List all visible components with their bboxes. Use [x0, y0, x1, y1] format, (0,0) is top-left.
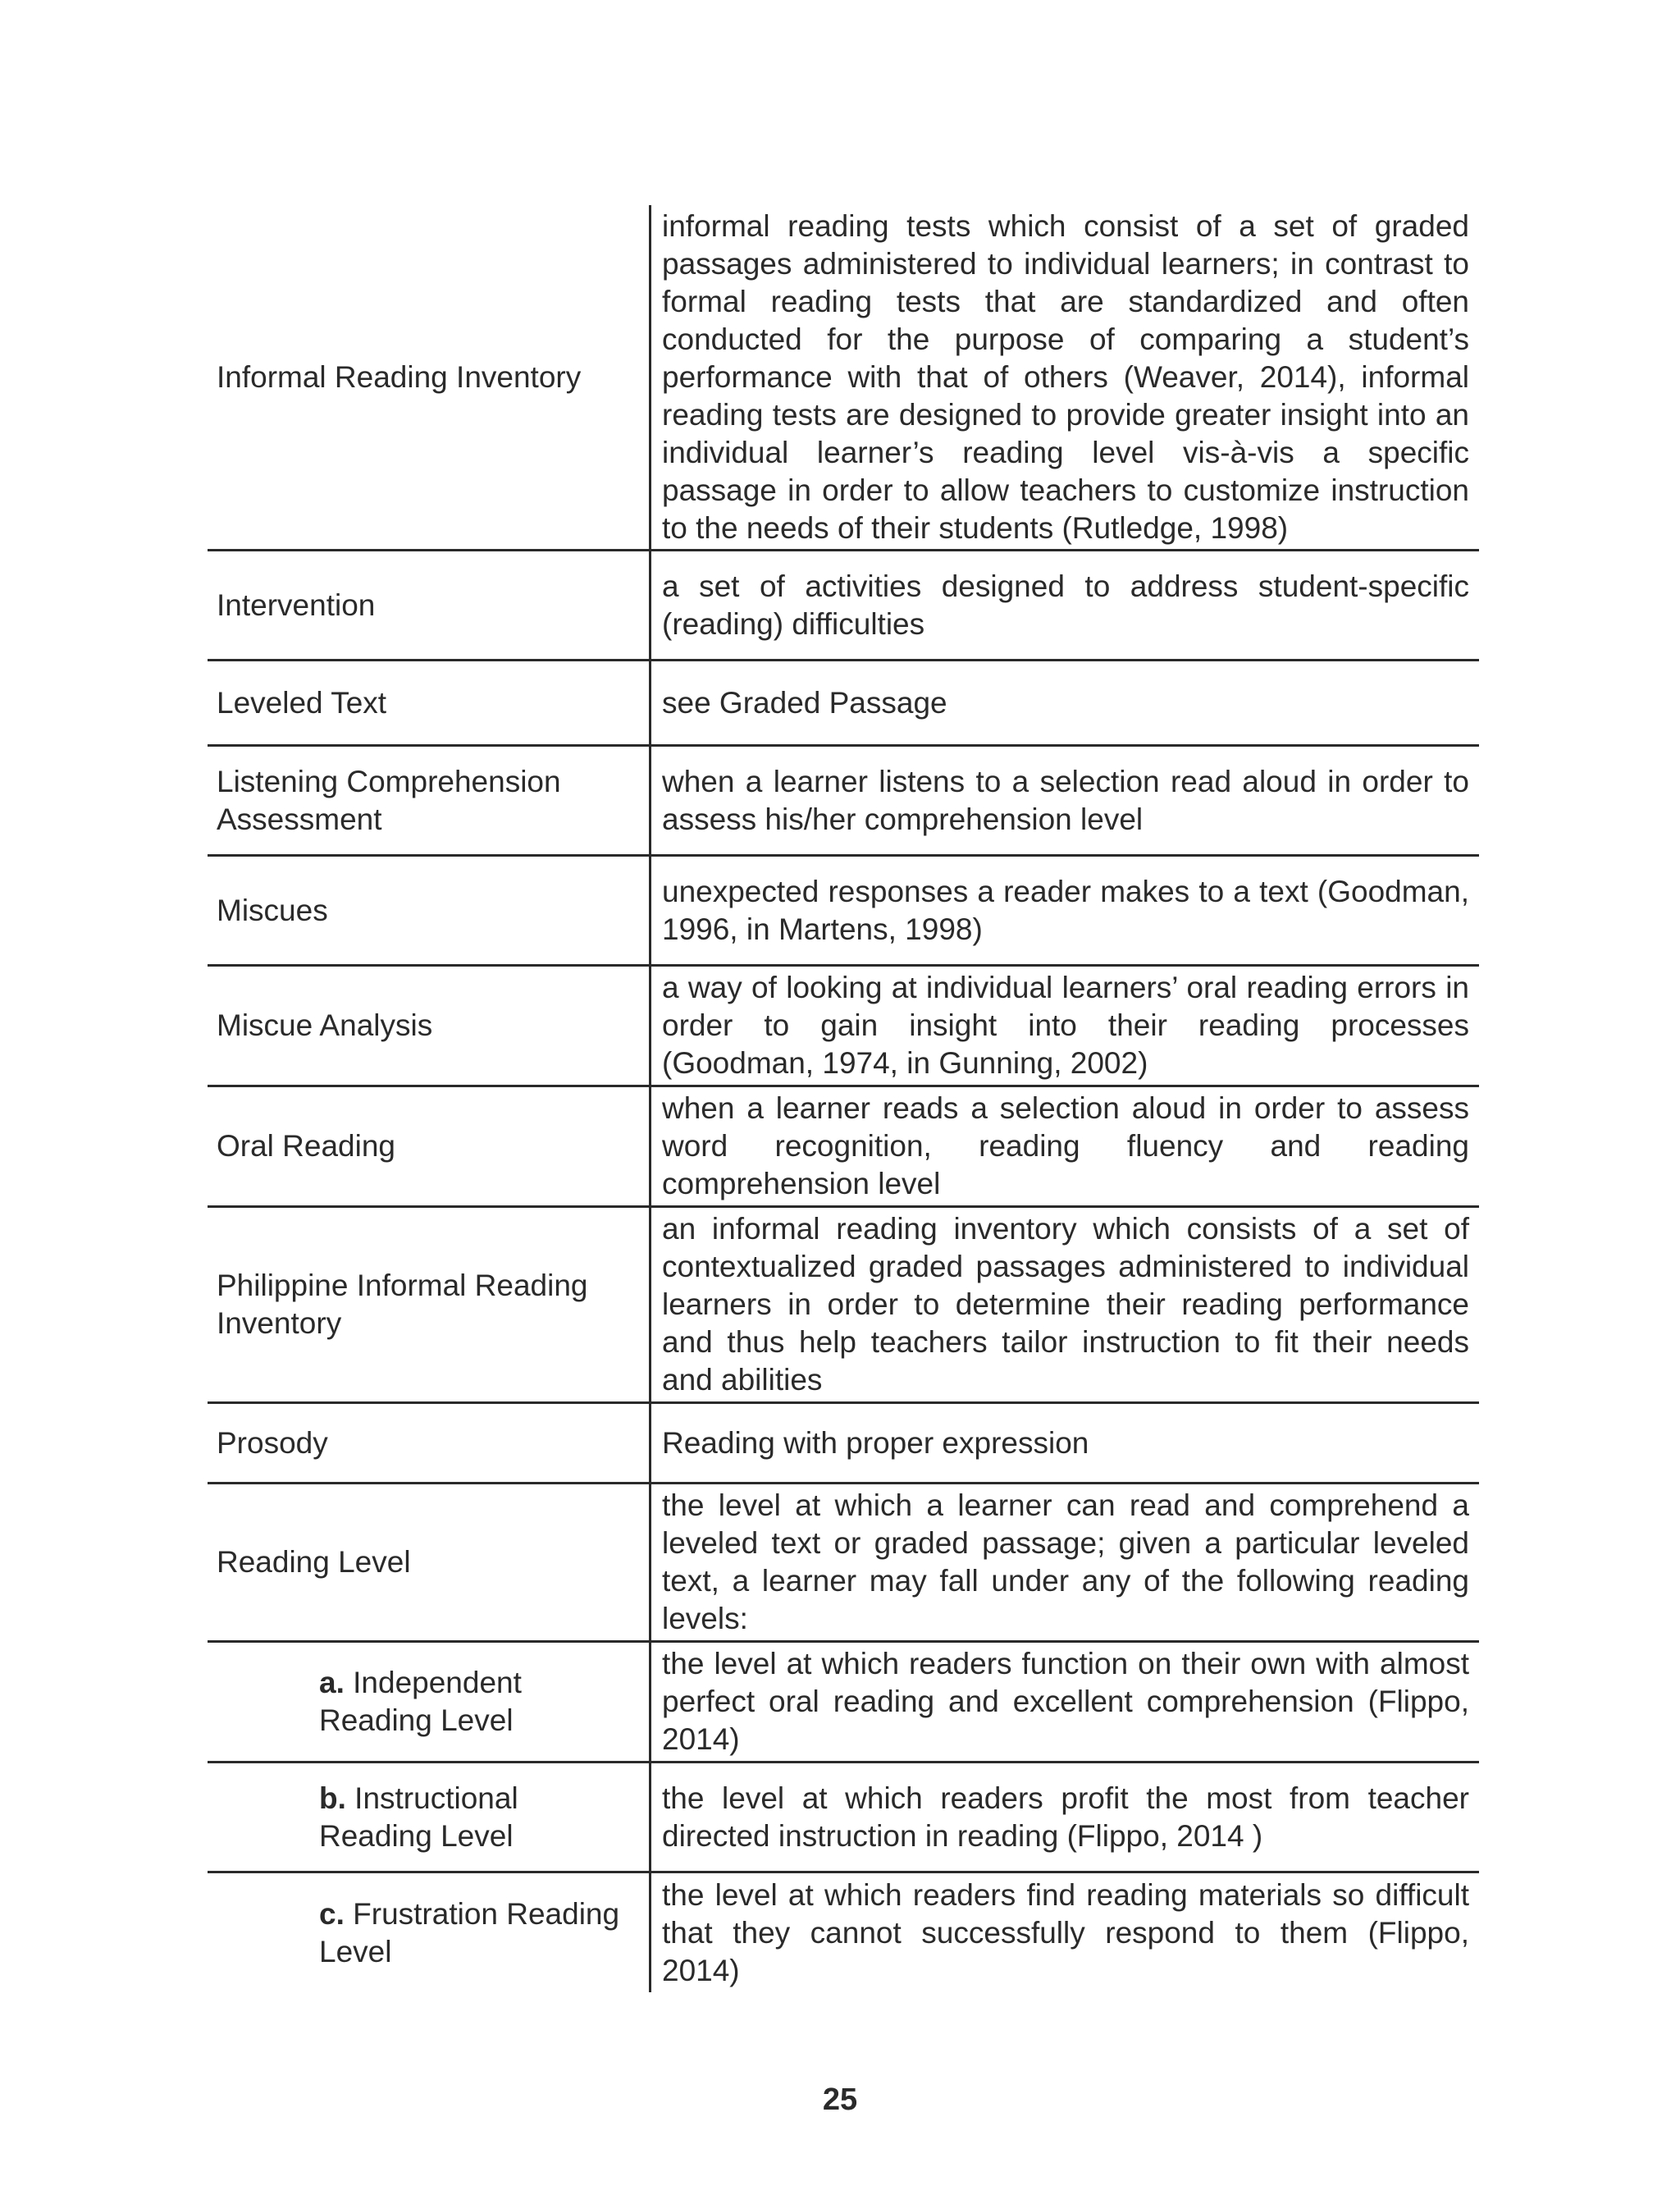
glossary-row-prosody — [208, 1404, 1479, 1484]
definition-intervention: a set of activities designed to address student-specific (reading) difficulties — [649, 551, 1479, 659]
definition-oral-reading: when a learner reads a selection aloud in order to assess word recognition, reading fluency and reading comprehension level — [649, 1087, 1479, 1205]
term-leveled-text: Leveled Text — [217, 685, 387, 720]
glossary-row-philippine-informal-reading-inventory — [208, 1208, 1479, 1404]
glossary-row-frustration-reading-level — [208, 1873, 1479, 1992]
glossary-row-leveled-text — [208, 661, 1479, 747]
term-frustration-reading-level — [208, 1873, 649, 1992]
page-number: 25 — [822, 2083, 858, 2117]
glossary-row-instructional-reading-level — [208, 1763, 1479, 1873]
definition-leveled-text: see Graded Passage — [649, 661, 1479, 744]
term-label-independent-reading-level: Independent Reading Level — [319, 1666, 522, 1737]
glossary-row-miscues — [208, 857, 1479, 967]
glossary-table — [208, 205, 1479, 1992]
term-miscue-analysis: Miscue Analysis — [217, 1008, 433, 1042]
glossary-row-intervention — [208, 551, 1479, 661]
glossary-row-listening-comprehension-assessment — [208, 747, 1479, 857]
glossary-row-miscue-analysis — [208, 967, 1479, 1087]
definition-miscues: unexpected responses a reader makes to a text (Goodman, 1996, in Martens, 1998) — [649, 857, 1479, 964]
term-instructional-reading-level — [208, 1763, 649, 1871]
term-philippine-informal-reading-inventory: Philippine Informal Reading Inventory — [217, 1269, 588, 1340]
term-intervention: Intervention — [217, 588, 376, 622]
list-marker-c: c. — [319, 1896, 345, 1931]
term-independent-reading-level — [208, 1643, 649, 1761]
definition-reading-level: the level at which a learner can read and comprehend a leveled text or graded passage; given a particular leveled text, a learner may fall under any of the following reading levels: — [649, 1484, 1479, 1640]
term-label-instructional-reading-level: Instructional Reading Level — [319, 1781, 518, 1853]
glossary-row-independent-reading-level — [208, 1643, 1479, 1763]
list-marker-b: b. — [319, 1781, 346, 1815]
definition-philippine-informal-reading-inventory: an informal reading inventory which consists of a set of contextualized graded passages administered to individual learners in order to determine their reading performance and thus help teachers tailor instruction to fit their needs and abilities — [649, 1208, 1479, 1401]
definition-prosody: Reading with proper expression — [649, 1404, 1479, 1482]
definition-frustration-reading-level: the level at which readers find reading materials so difficult that they cannot successfully respond to them (Flippo, 2014) — [649, 1873, 1479, 1992]
glossary-row-reading-level — [208, 1484, 1479, 1643]
definition-informal-reading-inventory: informal reading tests which consist of a set of graded passages administered to individual learners; in contrast to formal reading tests that are standardized and often conducted for the purpose of comparing a student’s performance with that of others (Weaver, 2014), informal reading tests are designed to provide greater insight into an individual learner’s reading level vis-à-vis a specific passage in order to allow teachers to customize instruction to the needs of their students (Rutledge, 1998) — [649, 205, 1479, 549]
definition-instructional-reading-level: the level at which readers profit the most from teacher directed instruction in reading (Flippo, 2014 ) — [649, 1763, 1479, 1871]
term-reading-level: Reading Level — [217, 1545, 411, 1579]
glossary-row-informal-reading-inventory — [208, 205, 1479, 551]
list-marker-a: a. — [319, 1666, 345, 1699]
definition-miscue-analysis: a way of looking at individual learners’ oral reading errors in order to gain insight into their reading processes (Goodman, 1974, in Gunning, 2002) — [649, 967, 1479, 1085]
term-label-frustration-reading-level: Frustration Reading Level — [319, 1896, 620, 1968]
term-listening-comprehension-assessment: Listening Comprehension Assessment — [217, 764, 561, 836]
glossary-row-oral-reading — [208, 1087, 1479, 1208]
term-oral-reading: Oral Reading — [217, 1129, 396, 1163]
definition-independent-reading-level: the level at which readers function on their own with almost perfect oral reading and excellent comprehension (Flippo, 2014) — [649, 1643, 1479, 1761]
term-informal-reading-inventory: Informal Reading Inventory — [217, 359, 582, 394]
term-miscues: Miscues — [217, 893, 328, 927]
term-prosody: Prosody — [217, 1425, 328, 1460]
definition-listening-comprehension-assessment: when a learner listens to a selection read aloud in order to assess his/her comprehension level — [649, 747, 1479, 854]
